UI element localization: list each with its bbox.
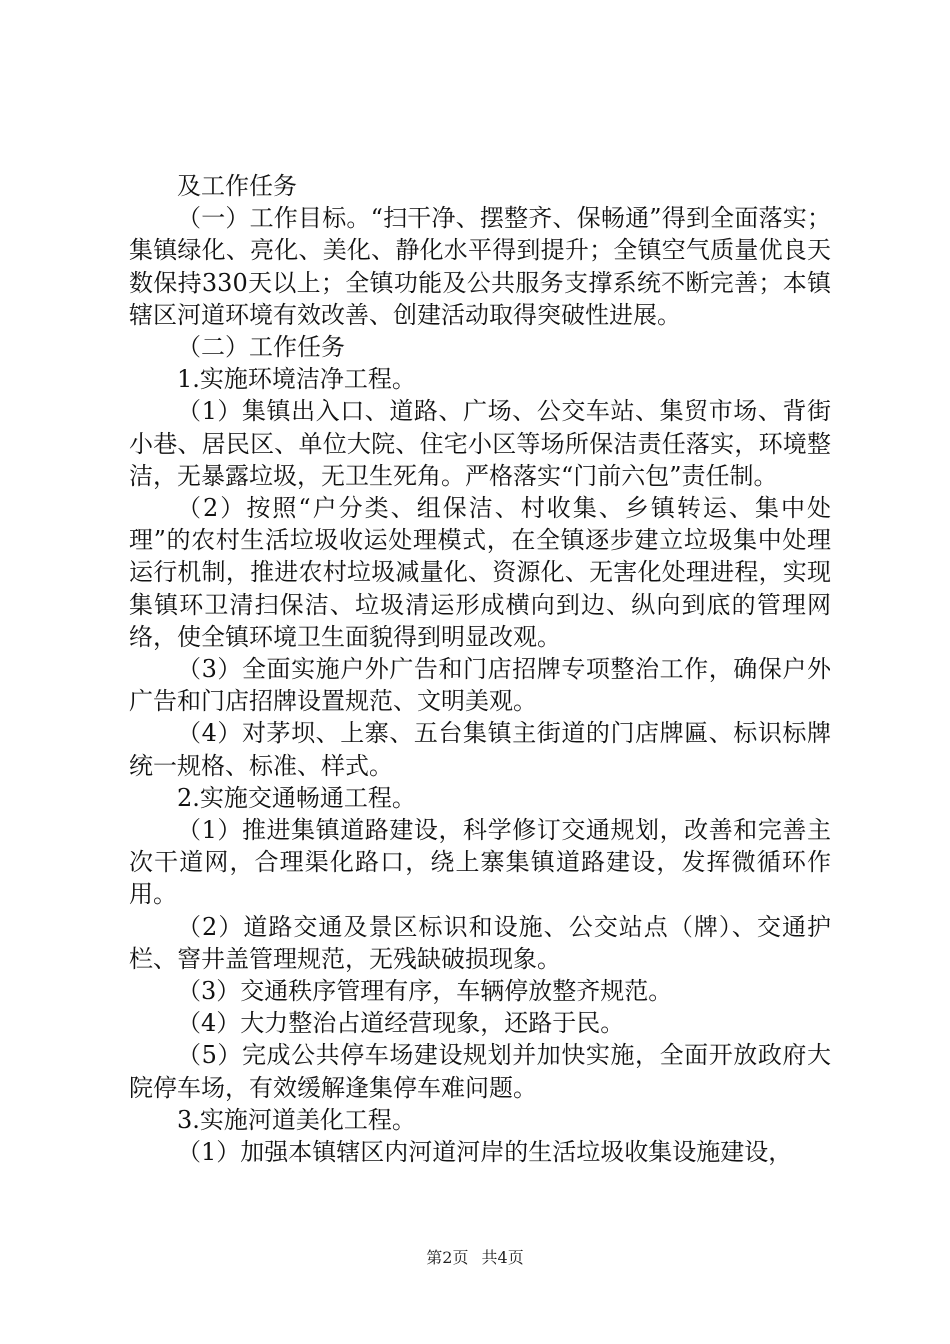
- paragraph-1-4: （4）对茅坝、上寨、五台集镇主街道的门店牌匾、标识标牌统一规格、标准、样式。: [129, 719, 831, 780]
- paragraph-1-2: （2）按照“户分类、组保洁、村收集、乡镇转运、集中处理”的农村生活垃圾收运处理模式，在全镇逐步建立垃圾集中处理运行机制，推进农村垃圾减量化、资源化、无害化处理进程，实现集镇环卫清扫保洁、垃圾清运形成横向到边、纵向到底的管理网络，使全镇环境卫生面貌得到明显改观。: [129, 494, 831, 651]
- paragraph-2-1: （1）推进集镇道路建设，科学修订交通规划，改善和完善主次干道网，合理渠化路口，绕上寨集镇道路建设，发挥微循环作用。: [129, 816, 831, 909]
- paragraph-heading-continuation: 及工作任务: [177, 172, 297, 200]
- paragraph-section-1-heading: 1.实施环境洁净工程。: [177, 365, 416, 394]
- paragraph-2-4: （4）大力整治占道经营现象，还路于民。: [177, 1009, 625, 1038]
- paragraph-2-3: （3）交通秩序管理有序，车辆停放整齐规范。: [177, 977, 673, 1006]
- paragraph-work-tasks-heading: （二）工作任务: [177, 333, 345, 362]
- paragraph-work-goals: （一）工作目标。“扫干净、摆整齐、保畅通”得到全面落实；集镇绿化、亮化、美化、静化水平得到提升；全镇空气质量优良天数保持330天以上；全镇功能及公共服务支撑系统不断完善；本镇辖区河道环境有效改善、创建活动取得突破性进展。: [129, 204, 831, 329]
- paragraph-1-3: （3）全面实施户外广告和门店招牌专项整治工作，确保户外广告和门店招牌设置规范、文明美观。: [129, 655, 831, 716]
- paragraph-1-1: （1）集镇出入口、道路、广场、公交车站、集贸市场、背街小巷、居民区、单位大院、住宅小区等场所保洁责任落实，环境整洁，无暴露垃圾，无卫生死角。严格落实“门前六包”责任制。: [129, 397, 831, 490]
- paragraph-2-2: （2）道路交通及景区标识和设施、公交站点（牌）、交通护栏、窨井盖管理规范，无残缺破损现象。: [129, 912, 831, 973]
- page-number: 第2页: [426, 1248, 469, 1267]
- paragraph-3-1: （1）加强本镇辖区内河道河岸的生活垃圾收集设施建设，: [177, 1138, 793, 1167]
- document-body: [129, 170, 831, 1168]
- paragraph-2-5: （5）完成公共停车场建设规划并加快实施，全面开放政府大院停车场，有效缓解逢集停车难问题。: [129, 1041, 831, 1102]
- page-footer: [0, 1245, 950, 1268]
- paragraph-section-3-heading: 3.实施河道美化工程。: [177, 1105, 416, 1134]
- page-total: 共4页: [481, 1248, 524, 1267]
- paragraph-section-2-heading: 2.实施交通畅通工程。: [177, 783, 416, 812]
